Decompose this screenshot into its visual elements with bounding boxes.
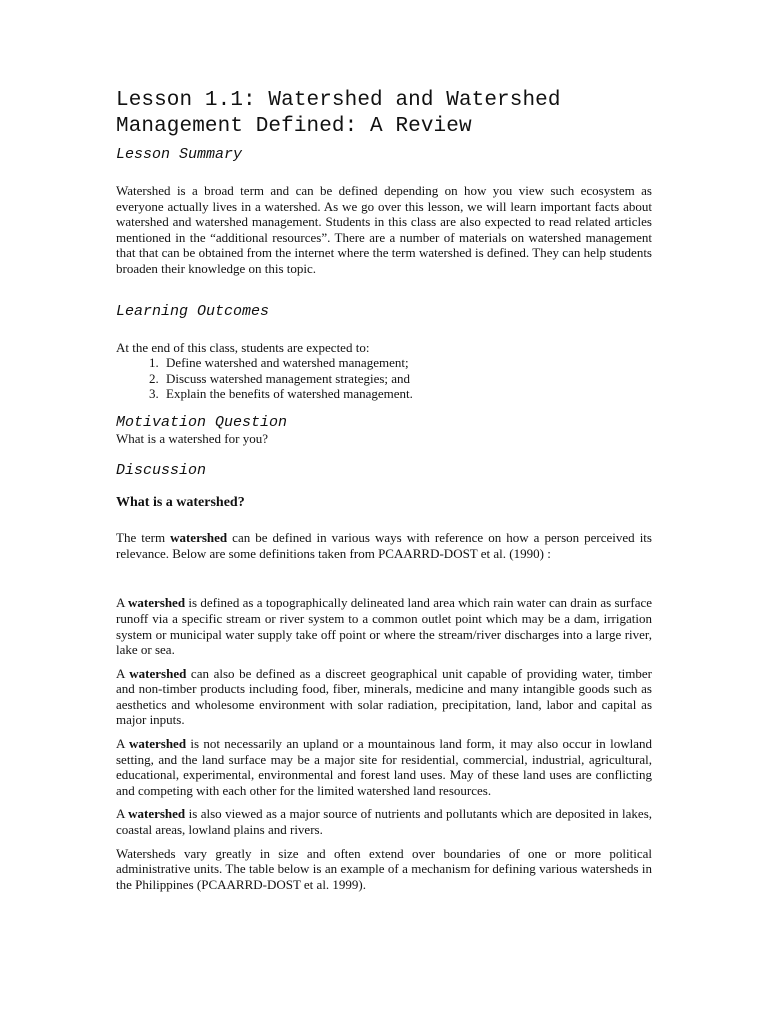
- definition-paragraph: A watershed is also viewed as a major source of nutrients and pollutants which are deposited in lakes, coastal areas, lowland plains and rivers.: [116, 806, 653, 838]
- lesson-summary-heading: Lesson Summary: [116, 146, 243, 163]
- motivation-question-heading: Motivation Question: [116, 413, 288, 431]
- document-content: [116, 88, 652, 892]
- term-definition-intro: The term watershed can be defined in various ways with reference on how a person perceived its relevance. Below are some definitions taken from PCAARRD-DOST et al. (1990) :: [116, 530, 652, 561]
- motivation-question-text: What is a watershed for you?: [116, 430, 268, 446]
- learning-outcomes-intro: At the end of this class, students are expected to:: [116, 339, 370, 355]
- learning-outcome-item: 1. Define watershed and watershed management;: [162, 355, 652, 371]
- lesson-title-line-2: Management Defined: A Review: [116, 115, 472, 138]
- discussion-subheading: What is a watershed?: [116, 494, 245, 510]
- learning-outcome-item: 3. Explain the benefits of watershed management.: [162, 386, 652, 402]
- learning-outcomes-list: [116, 355, 652, 402]
- lesson-title: [116, 88, 652, 140]
- definition-paragraph: A watershed can also be defined as a discreet geographical unit capable of providing water, timber and non-timber products including food, fiber, minerals, medicine and many intangible goods such as aesthetics and wholesome environment with solar radiation, precipitation, land, labor and capital as major inputs.: [116, 665, 653, 728]
- learning-outcomes-heading: Learning Outcomes: [116, 302, 270, 320]
- lesson-title-line-1: Lesson 1.1: Watershed and Watershed: [116, 89, 561, 112]
- discussion-heading: Discussion: [116, 461, 207, 479]
- keyword-watershed: watershed: [170, 530, 228, 546]
- keyword-watershed: watershed: [128, 595, 186, 611]
- learning-outcome-item: 2. Discuss watershed management strategies; and: [162, 371, 652, 387]
- closing-paragraph: Watersheds vary greatly in size and often extend over boundaries of one or more political administrative units. The table below is an example of a mechanism for defining various watersheds in the Philippines (PCAARRD-DOST et al. 1999).: [116, 845, 652, 892]
- keyword-watershed: watershed: [129, 736, 187, 752]
- lesson-summary-text: Watershed is a broad term and can be defined depending on how you view such ecosystem as everyone actually lives in a watershed. As we go over this lesson, we will learn important facts about watershed and watershed management. Students in this class are also expected to read related articles mentioned in the “additional resources”. There are a number of materials on watershed management that that can be obtained from the internet where the term watershed is defined. They can help students broaden their knowledge on this topic.: [116, 183, 652, 276]
- keyword-watershed: watershed: [129, 665, 187, 681]
- definition-paragraph: A watershed is not necessarily an upland or a mountainous land form, it may also occur in lowland setting, and the land surface may be a major site for residential, commercial, industrial, agricultural, educational, experimental, environmental and forest land uses. May of these land uses are conflicting and competing with each other for the limited watershed land resources.: [116, 736, 652, 798]
- keyword-watershed: watershed: [128, 806, 186, 822]
- definition-paragraph: A watershed is defined as a topographically delineated land area which rain water can drain as surface runoff via a specific stream or river system to a common outlet point which may be a dam, irrigation system or municipal water supply take off point or where the stream/river discharges into a large river, lake or sea.: [116, 595, 653, 658]
